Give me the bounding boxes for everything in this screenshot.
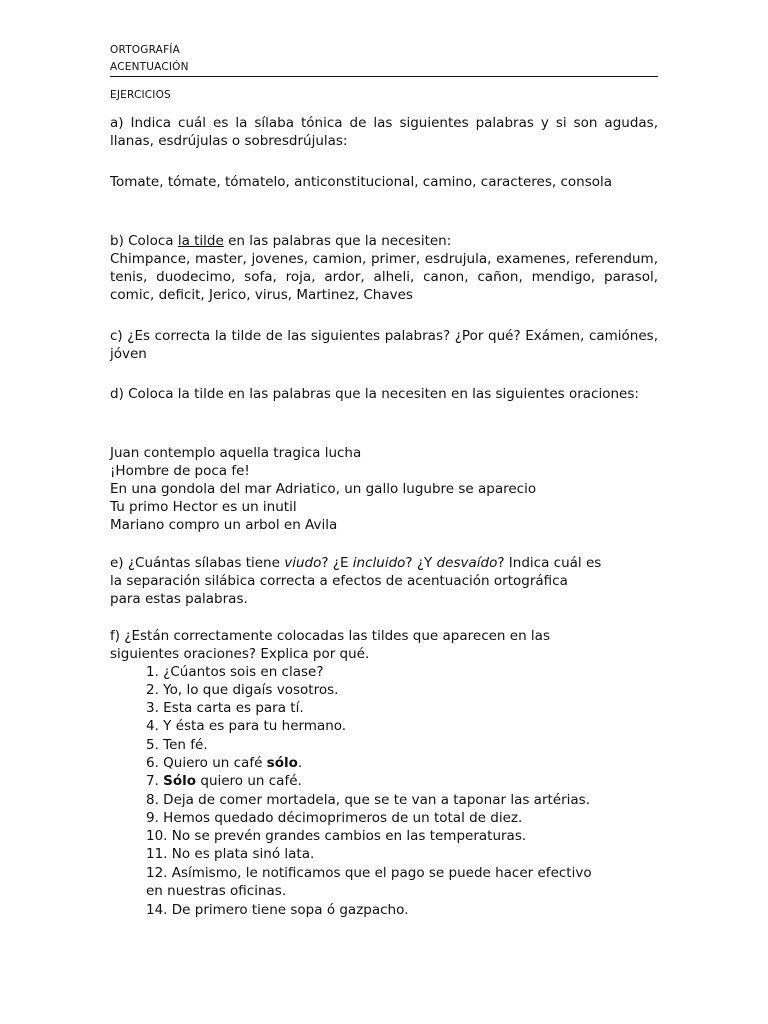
- header-rule: [110, 76, 658, 77]
- list-item: en nuestras oficinas.: [146, 883, 287, 899]
- list-item: 11. No es plata sinó lata.: [146, 846, 315, 862]
- exercise-e-word-desvaido: desvaído: [436, 555, 498, 571]
- exercise-d-sentence: Juan contemplo aquella tragica lucha: [110, 445, 362, 461]
- list-item: 4. Y ésta es para tu hermano.: [146, 718, 347, 734]
- exercise-d-question: d) Coloca la tilde en las palabras que la necesiten en las siguientes oraciones:: [110, 386, 639, 402]
- exercise-e-line2: la separación silábica correcta a efectos de acentuación ortográfica: [110, 573, 568, 589]
- exercise-f-line1: f) ¿Están correctamente colocadas las tildes que aparecen en las: [110, 628, 550, 644]
- exercise-d-sentence: Tu primo Hector es un inutil: [110, 499, 297, 515]
- header-subtitle: ACENTUACIÓN: [110, 61, 189, 73]
- list-item: 14. De primero tiene sopa ó gazpacho.: [146, 902, 409, 918]
- list-item: 3. Esta carta es para tí.: [146, 700, 304, 716]
- exercise-f-line2: siguientes oraciones? Explica por qué.: [110, 646, 370, 662]
- list-item: [146, 772, 302, 790]
- list-item-bold: sólo: [266, 755, 298, 771]
- list-item: 1. ¿Cúantos sois en clase?: [146, 664, 324, 680]
- exercise-e-word-viudo: viudo: [284, 555, 322, 571]
- exercise-e-line1: [110, 554, 601, 572]
- list-item: [146, 754, 302, 772]
- exercise-b-words: Chimpance, master, jovenes, camion, primer, esdrujula, examenes, referendum, tenis, duodecimo, sofa, roja, ardor, alheli, canon, cañon, mendigo, parasol, comic, deficit, Jerico, virus, Martinez, Chaves: [110, 251, 658, 303]
- exercise-e-word-incluido: incluido: [352, 555, 406, 571]
- exercise-e-text: e) ¿Cuántas sílabas tiene: [110, 555, 285, 571]
- list-item: 10. No se prevén grandes cambios en las temperaturas.: [146, 828, 527, 844]
- exercise-c-question: c) ¿Es correcta la tilde de las siguientes palabras? ¿Por qué? Exámen, camiónes, jóven: [110, 328, 658, 362]
- exercise-d-sentence: ¡Hombre de poca fe!: [110, 463, 250, 479]
- list-item: 9. Hemos quedado décimoprimeros de un total de diez.: [146, 810, 523, 826]
- exercise-a-question: a) Indica cuál es la sílaba tónica de las siguientes palabras y si son agudas, llanas, esdrújulas o sobresdrújulas:: [110, 115, 658, 149]
- list-item-text: 6. Quiero un café: [146, 755, 267, 771]
- list-item-text: quiero un café.: [196, 773, 302, 789]
- list-item: 2. Yo, lo que digaís vosotros.: [146, 682, 339, 698]
- exercise-e-text: ? Indica cuál es: [497, 555, 602, 571]
- exercise-b-prefix: b) Coloca: [110, 233, 178, 249]
- exercise-a-words: Tomate, tómate, tómatelo, anticonstitucional, camino, caracteres, consola: [110, 174, 613, 190]
- exercise-b-question: [110, 232, 658, 250]
- header-title: ORTOGRAFÍA: [110, 44, 180, 56]
- exercise-d-sentence: Mariano compro un arbol en Avila: [110, 517, 338, 533]
- section-label: EJERCICIOS: [110, 89, 171, 101]
- exercise-e-line3: para estas palabras.: [110, 591, 248, 607]
- list-item-text: 7.: [146, 773, 164, 789]
- list-item: 8. Deja de comer mortadela, que se te van a taponar las artérias.: [146, 792, 590, 808]
- exercise-b-suffix: en las palabras que la necesiten:: [223, 233, 452, 249]
- list-item: 5. Ten fé.: [146, 737, 208, 753]
- list-item-bold: Sólo: [163, 773, 197, 789]
- list-item-text: .: [297, 755, 303, 771]
- exercise-e-text: ? ¿Y: [405, 555, 437, 571]
- list-item: 12. Asímismo, le notificamos que el pago se puede hacer efectivo: [146, 865, 592, 881]
- exercise-d-sentence: En una gondola del mar Adriatico, un gallo lugubre se aparecio: [110, 481, 537, 497]
- exercise-b-underlined: la tilde: [177, 233, 224, 249]
- exercise-e-text: ? ¿E: [321, 555, 353, 571]
